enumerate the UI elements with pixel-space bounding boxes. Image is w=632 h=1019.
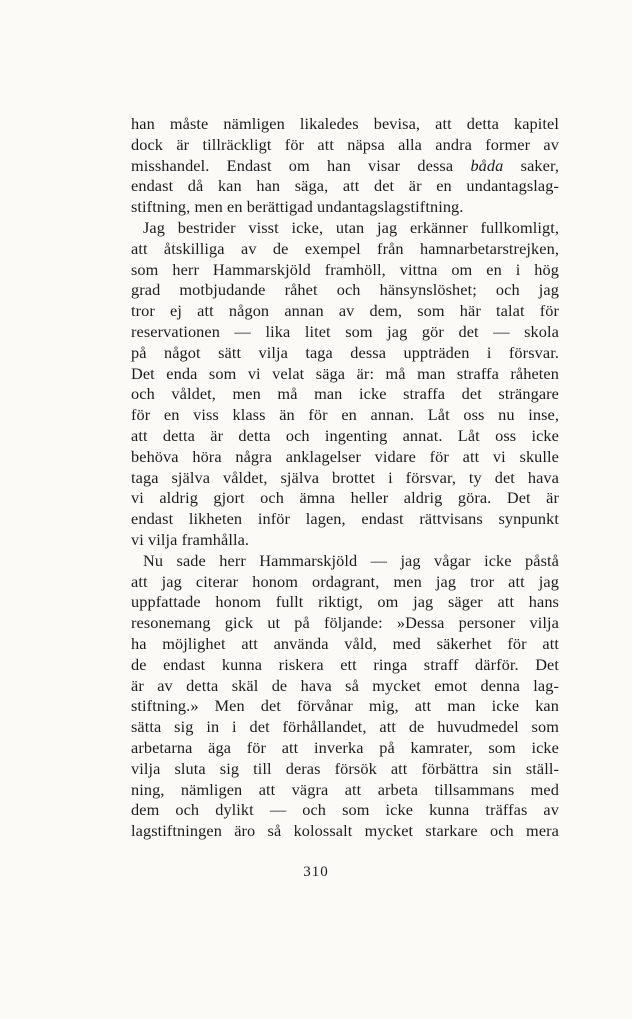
- text-line: Nu sade herr Hammarskjöld — jag vågar icke påstå: [143, 550, 559, 570]
- text-line: de endast kunna riskera ett ringa straff därför. Det: [131, 654, 559, 674]
- body-text: [131, 114, 559, 842]
- text-line: är av detta skäl de hava så mycket emot denna lag-: [131, 675, 559, 695]
- text-line: stiftning, men en berättigad undantagslagstiftning.: [131, 197, 464, 217]
- text-line: Det enda som vi velat säga är: må man straffa råheten: [131, 363, 559, 383]
- text-line: grad motbjudande råhet och hänsynslöshet; och jag: [131, 280, 559, 300]
- emphasized-word: båda: [470, 155, 504, 175]
- text-line: endast likheten inför lagen, endast rättvisans synpunkt: [131, 509, 559, 529]
- text-line: dock är tillräckligt för att näpsa alla andra former av: [131, 134, 559, 154]
- text-line: ning, nämligen att vägra att arbeta tillsammans med: [131, 779, 559, 799]
- text-line: resonemang gick ut på följande: »Dessa personer vilja: [131, 613, 559, 633]
- text-line: att jag citerar honom ordagrant, men jag tror att jag: [131, 571, 559, 591]
- text-line: stiftning.» Men det förvånar mig, att man icke kan: [131, 696, 559, 716]
- text-line: att åtskilliga av de exempel från hamnarbetarstrejken,: [131, 238, 559, 258]
- text-line: ha möjlighet att använda våld, med säkerhet för att: [131, 633, 559, 653]
- text-line: dem och dylikt — och som icke kunna träffas av: [131, 800, 559, 820]
- text-line: för en viss klass än för en annan. Låt oss nu inse,: [131, 405, 559, 425]
- text-line: taga själva våldet, själva brottet i försvar, ty det hava: [131, 467, 559, 487]
- text-line: tror ej att någon annan av dem, som här talat för: [131, 301, 559, 321]
- text-line: på något sätt vilja taga dessa uppträden i försvar.: [131, 342, 559, 362]
- text-line: misshandel. Endast om han visar dessa båda saker,: [131, 155, 560, 175]
- text-line: och våldet, men må man icke straffa det strängare: [131, 384, 559, 404]
- text-line: Jag bestrider visst icke, utan jag erkänner fullkomligt,: [143, 217, 559, 237]
- text-line: arbetarna äga för att inverka på kamrater, som icke: [131, 737, 559, 757]
- text-line: att detta är detta och ingenting annat. Låt oss icke: [131, 425, 559, 445]
- text-line: vi vilja framhålla.: [131, 529, 250, 549]
- text-line: endast då kan han säga, att det är en undantagslag-: [131, 176, 559, 196]
- text-line: vilja sluta sig till deras försök att förbättra sin ställ-: [131, 758, 559, 778]
- text-line: uppfattade honom fullt riktigt, om jag säger att hans: [131, 592, 559, 612]
- text-line: lagstiftningen äro så kolossalt mycket starkare och mera: [131, 821, 559, 841]
- text-line: som herr Hammarskjöld framhöll, vittna om en i hög: [131, 259, 559, 279]
- page-number: 310: [303, 864, 329, 880]
- text-line: vi aldrig gjort och ämna heller aldrig göra. Det är: [131, 488, 559, 508]
- text-line: han måste nämligen likaledes bevisa, att detta kapitel: [131, 114, 559, 133]
- text-line: sätta sig in i det förhållandet, att de huvudmedel som: [131, 717, 559, 737]
- text-line: reservationen — lika litet som jag gör det — skola: [131, 321, 559, 341]
- text-line: behöva höra några anklagelser vidare för att vi skulle: [131, 446, 559, 466]
